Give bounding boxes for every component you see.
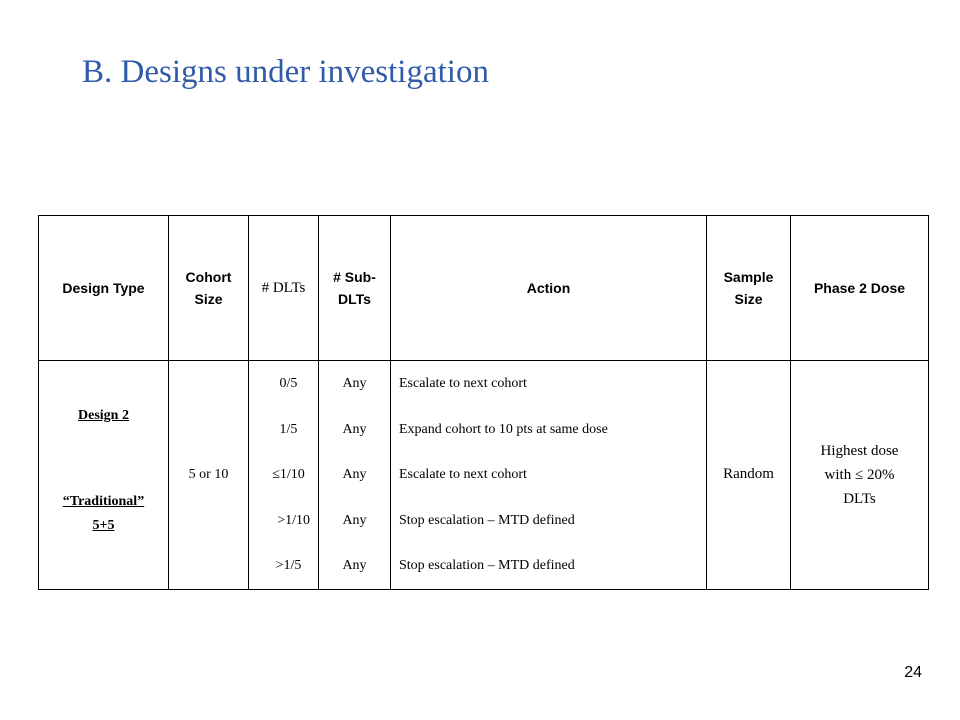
sub-dlt-value: Any bbox=[342, 376, 367, 391]
header-cohort-size: Cohort Size bbox=[169, 216, 249, 361]
action-text: Escalate to next cohort bbox=[399, 376, 527, 391]
slide-title: B. Designs under investigation bbox=[82, 54, 489, 90]
header-action: Action bbox=[391, 216, 707, 361]
action-text: Stop escalation – MTD defined bbox=[399, 558, 575, 573]
dlt-value: >1/5 bbox=[275, 558, 302, 573]
dlts-cell bbox=[249, 361, 319, 590]
action-text: Stop escalation – MTD defined bbox=[399, 512, 575, 528]
dlt-value: ≤1/10 bbox=[272, 467, 305, 482]
table-header-row bbox=[39, 216, 929, 361]
cohort-size-cell: 5 or 10 bbox=[169, 361, 249, 590]
page-number: 24 bbox=[904, 664, 922, 681]
header-sub-dlts: # Sub- DLTs bbox=[319, 216, 391, 361]
header-design-type: Design Type bbox=[39, 216, 169, 361]
sub-dlt-value: Any bbox=[342, 421, 367, 437]
header-dlts: # DLTs bbox=[249, 216, 319, 361]
header-phase2-dose: Phase 2 Dose bbox=[791, 216, 929, 361]
phase2-dose-cell: Highest dose with ≤ 20% DLTs bbox=[791, 361, 929, 590]
header-sample-size: Sample Size bbox=[707, 216, 791, 361]
sub-dlt-value: Any bbox=[342, 467, 367, 482]
sub-dlts-cell bbox=[319, 361, 391, 590]
design-label: “Traditional” 5+5 bbox=[62, 494, 145, 533]
sub-dlt-value: Any bbox=[342, 512, 367, 528]
action-text: Escalate to next cohort bbox=[399, 467, 527, 482]
sample-size-cell: Random bbox=[707, 361, 791, 590]
action-cell bbox=[391, 361, 707, 590]
design-name: Design 2 bbox=[78, 408, 129, 423]
table-row bbox=[39, 361, 929, 590]
dlt-value: 1/5 bbox=[279, 421, 298, 437]
dlt-value: >1/10 bbox=[277, 512, 310, 528]
designs-table bbox=[38, 215, 929, 590]
dlt-value: 0/5 bbox=[279, 376, 298, 391]
sub-dlt-value: Any bbox=[342, 558, 367, 573]
action-text: Expand cohort to 10 pts at same dose bbox=[399, 421, 608, 437]
design-type-cell bbox=[39, 361, 169, 590]
